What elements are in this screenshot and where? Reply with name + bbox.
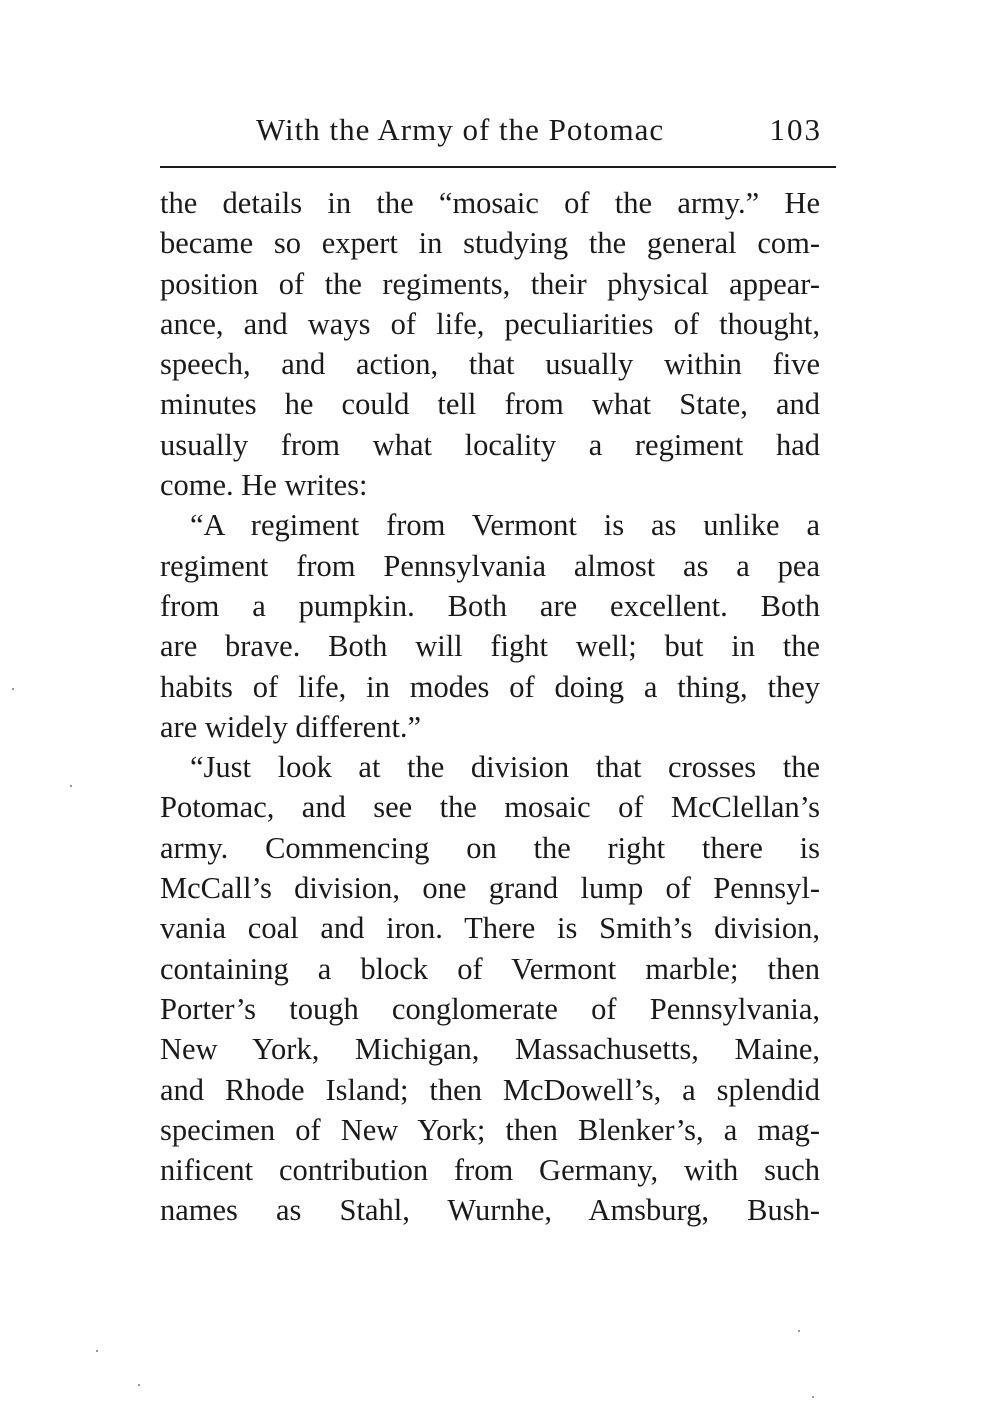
speck [138,1384,140,1386]
text-line: vania coal and iron. There is Smith’s division, [160,911,820,946]
text-line: names as Stahl, Wurnhe, Amsburg, Bush- [160,1193,820,1228]
text-line: “A regiment from Vermont is as unlike a [190,508,820,543]
text-line: habits of life, in modes of doing a thing, they [160,669,820,704]
text-line: McCall’s division, one grand lump of Pennsyl- [160,871,820,906]
text-line: specimen of New York; then Blenker’s, a mag- [160,1112,820,1147]
text-line: speech, and action, that usually within five [160,347,820,382]
speck [798,1330,800,1332]
text-line: come. He writes: [160,468,368,503]
text-line: Potomac, and see the mosaic of McClellan’s [160,790,820,825]
text-line: minutes he could tell from what State, and [160,387,820,422]
text-line: the details in the “mosaic of the army.” He [160,186,820,220]
text-line: ance, and ways of life, peculiarities of thought, [160,306,820,341]
text-line: “Just look at the division that crosses the [190,750,820,785]
text-line: regiment from Pennsylvania almost as a pea [160,548,820,583]
text-line: containing a block of Vermont marble; then [160,951,820,986]
speck [12,688,14,690]
text-line: usually from what locality a regiment had [160,427,820,462]
running-head [160,112,822,162]
page-number: 103 [769,112,822,147]
text-line: and Rhode Island; then McDowell’s, a splendid [160,1072,820,1107]
text-line: Porter’s tough conglomerate of Pennsylvania, [160,991,820,1026]
text-line: position of the regiments, their physical appear- [160,266,820,301]
speck [70,785,72,787]
header-rule [160,166,836,168]
text-line: army. Commencing on the right there is [160,830,820,865]
speck [96,1350,98,1352]
body-text [160,183,820,1231]
text-line: from a pumpkin. Both are excellent. Both [160,588,820,623]
text-line: New York, Michigan, Massachusetts, Maine, [160,1032,820,1067]
text-line: are widely different.” [160,709,422,744]
text-line: became so expert in studying the general com- [160,226,820,261]
text-line: are brave. Both will fight well; but in the [160,629,820,664]
speck [812,1396,814,1398]
text-line: nificent contribution from Germany, with such [160,1153,820,1188]
running-title: With the Army of the Potomac [256,112,665,147]
